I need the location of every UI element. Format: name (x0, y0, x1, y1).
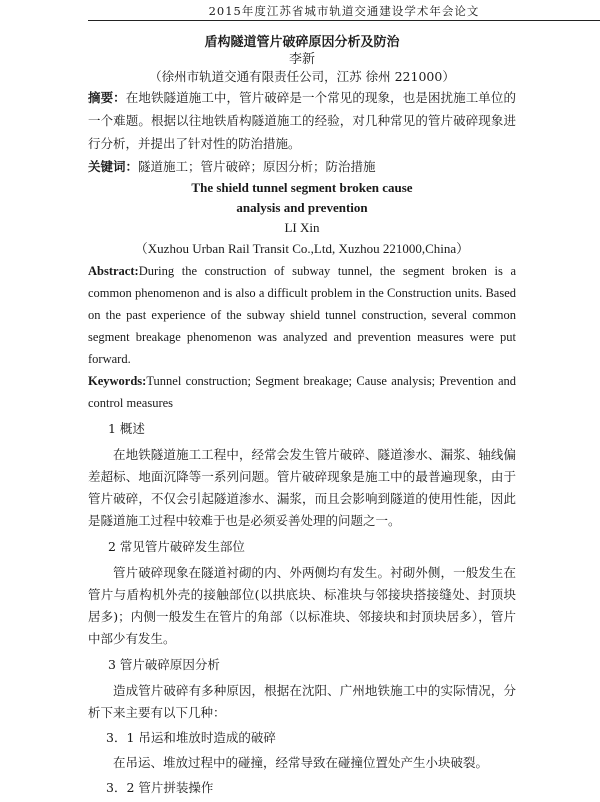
running-header: 2015年度江苏省城市轨道交通建设学术年会论文 (88, 4, 600, 21)
keywords-cn-text: 隧道施工；管片破碎；原因分析；防治措施 (138, 159, 376, 174)
paper-body (88, 26, 516, 802)
abstract-cn (88, 86, 516, 155)
section-3-heading: 3 管片破碎原因分析 (108, 657, 220, 672)
affiliation-en: （Xuzhou Urban Rail Transit Co.,Ltd, Xuzhou 221000,China） (134, 241, 470, 256)
paper-title-en-line2: analysis and prevention (236, 200, 368, 215)
abstract-cn-text: 在地铁隧道施工中，管片破碎是一个常见的现象，也是困扰施工单位的一个难题。根据以往地铁盾构隧道施工的经验，对几种常见的管片破碎现象进行分析，并提出了针对性的防治措施。 (88, 90, 516, 151)
keywords-cn (88, 155, 516, 178)
abstract-en (88, 260, 516, 370)
abstract-en-text: During the construction of subway tunnel, the segment broken is a common phenomenon and is also a difficult problem in the Construction units. Based on the past experience of the subway shield tunnel construction, several common segment breakage phenomenon was analyzed and prevention measures were put forward. (88, 264, 516, 366)
keywords-cn-label: 关键词： (88, 159, 139, 174)
section-3-1-body: 在吊运、堆放过程中的碰撞，经常导致在碰撞位置处产生小块破裂。 (113, 755, 489, 770)
abstract-cn-label: 摘要： (88, 90, 126, 105)
paper-title-cn: 盾构隧道管片破碎原因分析及防治 (204, 35, 400, 50)
author-en: LI Xin (284, 220, 320, 235)
keywords-en-text: Tunnel construction; Segment breakage; Cause analysis; Prevention and control measures (88, 374, 516, 410)
affiliation-cn: （徐州市轨道交通有限责任公司，江苏 徐州 221000） (149, 69, 455, 84)
section-3-2-heading: 3．2 管片拼装操作 (106, 780, 214, 795)
section-2-body: 管片破碎现象在隧道衬砌的内、外两侧均有发生。衬砌外侧，一般发生在管片与盾构机外壳的接触部位(以拱底块、标准块与邻接块搭接缝处、封顶块居多)；内侧一般发生在管片的角部（以标准块、邻接块和封顶块居多），管片中部少有发生。 (88, 565, 516, 646)
keywords-en-label: Keywords: (88, 374, 147, 388)
section-2-heading: 2 常见管片破碎发生部位 (108, 539, 245, 554)
keywords-en (88, 370, 516, 414)
author-cn: 李新 (288, 52, 315, 67)
section-3-body: 造成管片破碎有多种原因，根据在沈阳、广州地铁施工中的实际情况，分析下来主要有以下几种： (88, 683, 516, 720)
section-1-heading: 1 概述 (108, 421, 145, 436)
section-1-body: 在地铁隧道施工工程中，经常会发生管片破碎、隧道渗水、漏浆、轴线偏差超标、地面沉降等一系列问题。管片破碎现象是施工中的最普遍现象，由于管片破碎，不仅会引起隧道渗水、漏浆，而且会影响到隧道的使用性能，因此是隧道施工过程中较难于也是必须妥善处理的问题之一。 (88, 447, 516, 528)
abstract-en-label: Abstract: (88, 264, 139, 278)
paper-title-en-line1: The shield tunnel segment broken cause (191, 180, 413, 195)
section-3-1-heading: 3．1 吊运和堆放时造成的破碎 (106, 730, 276, 745)
